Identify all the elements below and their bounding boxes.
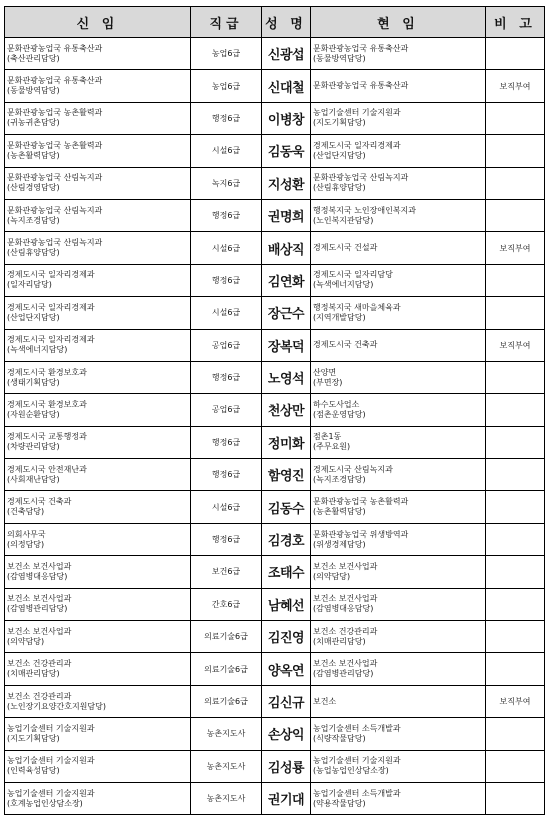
new-post-cell — [5, 653, 191, 685]
current-post-cell — [311, 70, 486, 102]
new-post-cell — [5, 426, 191, 458]
new-post-cell-line: (감염병관리담당) — [7, 604, 68, 614]
grade-cell: 의료기술6급 — [191, 653, 262, 685]
note-cell: 보직부여 — [486, 685, 545, 717]
new-post-cell — [5, 750, 191, 782]
name-cell: 정미화 — [262, 426, 311, 458]
name-cell: 신광섭 — [262, 38, 311, 70]
current-post-cell-line: (주무요원) — [313, 442, 351, 452]
note-cell — [486, 653, 545, 685]
name-cell: 천상만 — [262, 394, 311, 426]
new-post-cell — [5, 199, 191, 231]
table-row — [5, 297, 545, 329]
note-cell — [486, 556, 545, 588]
current-post-cell-line: (치매관리담당) — [313, 636, 366, 646]
new-post-cell — [5, 459, 191, 491]
new-post-cell-line: 경제도시국 일자리경제과 — [7, 335, 95, 345]
table-row — [5, 102, 545, 134]
note-cell — [486, 523, 545, 555]
new-post-cell-line: 경제도시국 일자리경제과 — [7, 270, 95, 280]
new-post-cell-line: 농업기술센터 기술지원과 — [7, 756, 95, 766]
name-cell: 함영진 — [262, 459, 311, 491]
current-post-cell — [311, 750, 486, 782]
table-row — [5, 782, 545, 814]
name-cell: 노영석 — [262, 361, 311, 393]
name-cell: 이병창 — [262, 102, 311, 134]
grade-cell: 행정6급 — [191, 523, 262, 555]
grade-cell: 행정6급 — [191, 426, 262, 458]
name-cell: 김신규 — [262, 685, 311, 717]
note-cell — [486, 38, 545, 70]
new-post-cell — [5, 491, 191, 523]
grade-cell: 행정6급 — [191, 459, 262, 491]
note-cell — [486, 621, 545, 653]
current-post-cell-line: 보건소 보건사업과 — [313, 659, 378, 669]
note-cell — [486, 459, 545, 491]
current-post-cell-line: (녹색에너지담당) — [313, 280, 374, 290]
new-post-cell — [5, 523, 191, 555]
table-row — [5, 394, 545, 426]
note-cell — [486, 782, 545, 814]
current-post-cell-line: (점촌운영담당) — [313, 409, 366, 419]
current-post-cell-line: (의약담당) — [313, 571, 351, 581]
current-post-cell — [311, 329, 486, 361]
new-post-cell-line: 문화관광농업국 산림녹지과 — [7, 205, 103, 215]
new-post-cell-line: 문화관광농업국 농촌활력과 — [7, 108, 103, 118]
grade-cell: 농촌지도사 — [191, 782, 262, 814]
new-post-cell-line: 문화관광농업국 농촌활력과 — [7, 140, 103, 150]
new-post-cell-line: 농업기술센터 기술지원과 — [7, 723, 95, 733]
new-post-cell-line: 의회사무국 — [7, 529, 46, 539]
new-post-cell — [5, 685, 191, 717]
current-post-cell-line: 보건소 건강관리과 — [313, 626, 378, 636]
table-row — [5, 38, 545, 70]
current-post-cell-line: 경제도시국 건축과 — [313, 340, 378, 350]
table-row — [5, 653, 545, 685]
table-row — [5, 329, 545, 361]
new-post-cell-line: 문화관광농업국 산림녹지과 — [7, 238, 103, 248]
current-post-cell-line: (부면장) — [313, 377, 343, 387]
new-post-cell-line: 보건소 보건사업과 — [7, 626, 72, 636]
current-post-cell — [311, 782, 486, 814]
current-post-cell-line: 보건소 보건사업과 — [313, 594, 378, 604]
new-post-cell-line: (호계농업인상담소장) — [7, 798, 83, 808]
name-cell: 김진영 — [262, 621, 311, 653]
name-cell: 권명희 — [262, 199, 311, 231]
current-post-cell-line: 문화관광농업국 유통축산과 — [313, 43, 409, 53]
current-post-cell-line: (감염병대응담당) — [313, 604, 374, 614]
current-post-cell-line: (산림휴양담당) — [313, 183, 366, 193]
current-post-cell-line: (녹지조경담당) — [313, 474, 366, 484]
current-post-cell-line: (농촌활력담당) — [313, 507, 366, 517]
header-current-post: 현 임 — [311, 7, 486, 38]
new-post-cell — [5, 167, 191, 199]
new-post-cell — [5, 135, 191, 167]
new-post-cell-line: (건축담당) — [7, 507, 45, 517]
name-cell: 김동욱 — [262, 135, 311, 167]
new-post-cell-line: 보건소 건강관리과 — [7, 659, 72, 669]
grade-cell: 농업6급 — [191, 38, 262, 70]
current-post-cell-line: (산업단지담당) — [313, 150, 366, 160]
grade-cell: 시설6급 — [191, 232, 262, 264]
grade-cell: 간호6급 — [191, 588, 262, 620]
current-post-cell-line: (동물방역담당) — [313, 53, 366, 63]
new-post-cell — [5, 297, 191, 329]
current-post-cell — [311, 685, 486, 717]
name-cell: 양옥연 — [262, 653, 311, 685]
grade-cell: 의료기술6급 — [191, 685, 262, 717]
table-row — [5, 588, 545, 620]
table-row — [5, 232, 545, 264]
table-row — [5, 459, 545, 491]
new-post-cell-line: 경제도시국 교통행정과 — [7, 432, 87, 442]
new-post-cell — [5, 102, 191, 134]
new-post-cell — [5, 264, 191, 296]
new-post-cell-line: 보건소 건강관리과 — [7, 691, 72, 701]
note-cell: 보직부여 — [486, 232, 545, 264]
current-post-cell-line: (감염병관리담당) — [313, 669, 374, 679]
current-post-cell-line: (약용작물담당) — [313, 798, 366, 808]
name-cell: 장근수 — [262, 297, 311, 329]
new-post-cell — [5, 782, 191, 814]
grade-cell: 행정6급 — [191, 102, 262, 134]
grade-cell: 녹지6급 — [191, 167, 262, 199]
current-post-cell-line: 농업기술센터 소득개발과 — [313, 723, 401, 733]
new-post-cell-line: 농업기술센터 기술지원과 — [7, 788, 95, 798]
name-cell: 장복덕 — [262, 329, 311, 361]
header-grade: 직급 — [191, 7, 262, 38]
note-cell — [486, 718, 545, 750]
new-post-cell-line: 문화관광농업국 유통축산과 — [7, 43, 103, 53]
current-post-cell-line: 농업기술센터 소득개발과 — [313, 788, 401, 798]
current-post-cell-line: (농업농업인상담소장) — [313, 766, 389, 776]
personnel-table-wrapper — [4, 6, 544, 815]
current-post-cell-line: 행정복지국 노인장애인복지과 — [313, 205, 417, 215]
current-post-cell — [311, 653, 486, 685]
note-cell — [486, 199, 545, 231]
table-row — [5, 685, 545, 717]
new-post-cell — [5, 70, 191, 102]
current-post-cell — [311, 297, 486, 329]
grade-cell: 행정6급 — [191, 361, 262, 393]
grade-cell: 의료기술6급 — [191, 621, 262, 653]
current-post-cell — [311, 167, 486, 199]
table-row — [5, 135, 545, 167]
current-post-cell-line: (위생경제담당) — [313, 539, 366, 549]
new-post-cell-line: (자원순환담당) — [7, 409, 60, 419]
new-post-cell-line: (축산관리담당) — [7, 53, 60, 63]
header-name: 성 명 — [262, 7, 311, 38]
table-row — [5, 199, 545, 231]
current-post-cell — [311, 426, 486, 458]
new-post-cell — [5, 232, 191, 264]
table-row — [5, 361, 545, 393]
current-post-cell-line: 산양면 — [313, 367, 337, 377]
note-cell — [486, 102, 545, 134]
grade-cell: 시설6급 — [191, 491, 262, 523]
new-post-cell — [5, 361, 191, 393]
header-new-post: 신 임 — [5, 7, 191, 38]
new-post-cell-line: (녹색에너지담당) — [7, 345, 68, 355]
new-post-cell-line: 문화관광농업국 유통축산과 — [7, 76, 103, 86]
name-cell: 신대철 — [262, 70, 311, 102]
new-post-cell-line: (농촌활력담당) — [7, 150, 60, 160]
new-post-cell-line: 경제도시국 환경보호과 — [7, 367, 87, 377]
new-post-cell-line: (노인장기요양간호지원담당) — [7, 701, 106, 711]
table-row — [5, 167, 545, 199]
current-post-cell — [311, 264, 486, 296]
name-cell: 김연화 — [262, 264, 311, 296]
current-post-cell — [311, 232, 486, 264]
table-row — [5, 750, 545, 782]
current-post-cell-line: 문화관광농업국 위생방역과 — [313, 529, 409, 539]
table-row — [5, 264, 545, 296]
grade-cell: 농촌지도사 — [191, 750, 262, 782]
current-post-cell — [311, 459, 486, 491]
new-post-cell-line: (차량관리담당) — [7, 442, 60, 452]
current-post-cell-line: 경제도시국 건설과 — [313, 243, 378, 253]
new-post-cell-line: (일자리담당) — [7, 280, 52, 290]
table-body — [5, 38, 545, 815]
new-post-cell-line: 경제도시국 건축과 — [7, 497, 72, 507]
current-post-cell-line: (식량작물담당) — [313, 733, 366, 743]
current-post-cell-line: 문화관광농업국 산림녹지과 — [313, 173, 409, 183]
name-cell: 김성룡 — [262, 750, 311, 782]
current-post-cell-line: (노인복지관담당) — [313, 215, 374, 225]
new-post-cell-line: (녹지조경담당) — [7, 215, 60, 225]
current-post-cell — [311, 135, 486, 167]
grade-cell: 공업6급 — [191, 394, 262, 426]
current-post-cell-line: 농업기술센터 기술지원과 — [313, 108, 401, 118]
note-cell — [486, 361, 545, 393]
current-post-cell-line: 보건소 — [313, 696, 337, 706]
new-post-cell — [5, 556, 191, 588]
table-row — [5, 556, 545, 588]
new-post-cell-line: 경제도시국 안전재난과 — [7, 464, 87, 474]
current-post-cell — [311, 361, 486, 393]
grade-cell: 공업6급 — [191, 329, 262, 361]
new-post-cell-line: (지도기획담당) — [7, 733, 60, 743]
name-cell: 배상직 — [262, 232, 311, 264]
current-post-cell-line: 농업기술센터 기술지원과 — [313, 756, 401, 766]
note-cell — [486, 588, 545, 620]
new-post-cell-line: 문화관광농업국 산림녹지과 — [7, 173, 103, 183]
new-post-cell — [5, 718, 191, 750]
table-row — [5, 523, 545, 555]
new-post-cell-line: (동물방역담당) — [7, 86, 60, 96]
table-row — [5, 718, 545, 750]
note-cell — [486, 167, 545, 199]
name-cell: 권기대 — [262, 782, 311, 814]
new-post-cell-line: (귀농귀촌담당) — [7, 118, 60, 128]
name-cell: 남혜선 — [262, 588, 311, 620]
new-post-cell-line: 보건소 보건사업과 — [7, 594, 72, 604]
new-post-cell-line: (생태기획담당) — [7, 377, 60, 387]
new-post-cell — [5, 588, 191, 620]
current-post-cell-line: 하수도사업소 — [313, 399, 360, 409]
grade-cell: 농촌지도사 — [191, 718, 262, 750]
grade-cell: 농업6급 — [191, 70, 262, 102]
new-post-cell-line: (의정담당) — [7, 539, 45, 549]
new-post-cell-line: 보건소 보건사업과 — [7, 561, 72, 571]
table-row — [5, 70, 545, 102]
note-cell: 보직부여 — [486, 329, 545, 361]
current-post-cell — [311, 38, 486, 70]
name-cell: 김동수 — [262, 491, 311, 523]
grade-cell: 행정6급 — [191, 264, 262, 296]
new-post-cell-line: (산림휴양담당) — [7, 248, 60, 258]
new-post-cell-line: (의약담당) — [7, 636, 45, 646]
current-post-cell — [311, 491, 486, 523]
current-post-cell-line: (지역개발담당) — [313, 312, 366, 322]
note-cell — [486, 264, 545, 296]
new-post-cell-line: (산림경영담당) — [7, 183, 60, 193]
new-post-cell-line: (치매관리담당) — [7, 669, 60, 679]
current-post-cell-line: 보건소 보건사업과 — [313, 561, 378, 571]
new-post-cell — [5, 394, 191, 426]
current-post-cell-line: 점촌1동 — [313, 432, 342, 442]
current-post-cell-line: 경제도시국 일자리담당 — [313, 270, 393, 280]
current-post-cell — [311, 556, 486, 588]
current-post-cell — [311, 102, 486, 134]
name-cell: 손상익 — [262, 718, 311, 750]
personnel-table — [4, 6, 545, 815]
current-post-cell-line: 행정복지국 새마을체육과 — [313, 302, 401, 312]
new-post-cell — [5, 329, 191, 361]
table-row — [5, 426, 545, 458]
current-post-cell-line: 문화관광농업국 유통축산과 — [313, 81, 409, 91]
current-post-cell-line: (지도기획담당) — [313, 118, 366, 128]
grade-cell: 시설6급 — [191, 135, 262, 167]
grade-cell: 보건6급 — [191, 556, 262, 588]
current-post-cell-line: 경제도시국 산림녹지과 — [313, 464, 393, 474]
table-row — [5, 491, 545, 523]
name-cell: 김경호 — [262, 523, 311, 555]
note-cell — [486, 491, 545, 523]
current-post-cell — [311, 199, 486, 231]
current-post-cell — [311, 588, 486, 620]
new-post-cell-line: (인력육성담당) — [7, 766, 60, 776]
current-post-cell-line: 경제도시국 일자리경제과 — [313, 140, 401, 150]
current-post-cell — [311, 394, 486, 426]
header-note: 비 고 — [486, 7, 545, 38]
note-cell — [486, 297, 545, 329]
table-row — [5, 621, 545, 653]
grade-cell: 행정6급 — [191, 199, 262, 231]
new-post-cell-line: 경제도시국 환경보호과 — [7, 399, 87, 409]
new-post-cell-line: (사회재난담당) — [7, 474, 60, 484]
grade-cell: 시설6급 — [191, 297, 262, 329]
name-cell: 조태수 — [262, 556, 311, 588]
current-post-cell — [311, 523, 486, 555]
new-post-cell-line: (감염병대응담당) — [7, 571, 68, 581]
current-post-cell-line: 문화관광농업국 농촌활력과 — [313, 497, 409, 507]
new-post-cell — [5, 38, 191, 70]
note-cell — [486, 394, 545, 426]
new-post-cell-line: 경제도시국 일자리경제과 — [7, 302, 95, 312]
name-cell: 지성환 — [262, 167, 311, 199]
note-cell — [486, 750, 545, 782]
current-post-cell — [311, 621, 486, 653]
note-cell: 보직부여 — [486, 70, 545, 102]
table-header-row — [5, 7, 545, 38]
note-cell — [486, 426, 545, 458]
note-cell — [486, 135, 545, 167]
new-post-cell-line: (산업단지담당) — [7, 312, 60, 322]
current-post-cell — [311, 718, 486, 750]
new-post-cell — [5, 621, 191, 653]
